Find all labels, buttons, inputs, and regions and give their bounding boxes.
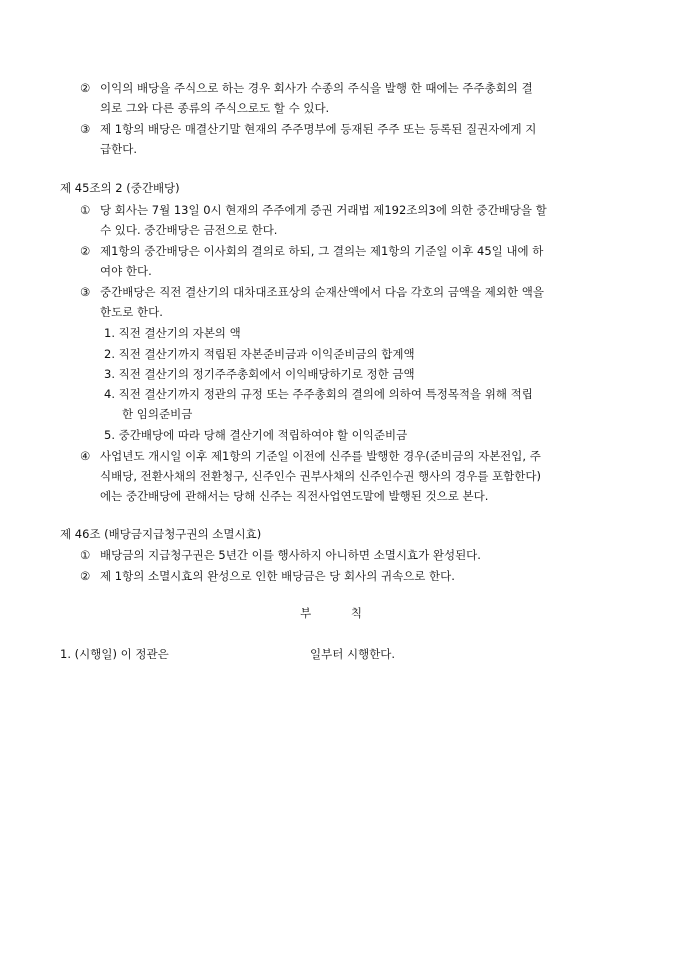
paragraph-line: 중간배당은 직전 결산기의 대차대조표상의 순재산액에서 다음 각호의 금액을 제외한 액을 (100, 285, 544, 299)
paragraph-line: 당 회사는 7월 13일 0시 현재의 주주에게 증권 거래법 제192조의3에 의한 중간배당을 할 (100, 203, 547, 217)
addenda-item-prefix: 1. (시행일) 이 정관은 (60, 647, 169, 661)
list-item: 5. 중간배당에 따라 당해 결산기에 적립하여야 할 이익준비금 (104, 428, 408, 442)
paragraph-line: 에는 중간배당에 관해서는 당해 신주는 직전사업연도말에 발행된 것으로 본다. (100, 489, 489, 503)
paragraph-line: 급한다. (100, 142, 137, 156)
paragraph-line: 수 있다. 중간배당은 금전으로 한다. (100, 223, 278, 237)
paragraph-line: 식배당, 전환사채의 전환청구, 신주인수 권부사채의 신주인수권 행사의 경우를 포함한다) (100, 469, 541, 483)
list-item: 4. 직전 결산기까지 정관의 규정 또는 주주총회의 결의에 의하여 특정목적을 위해 적립 (104, 387, 533, 401)
paragraph-marker: ② (80, 244, 91, 258)
paragraph-line: 여야 한다. (100, 264, 152, 278)
paragraph-line: 제1항의 중간배당은 이사회의 결의로 하되, 그 결의는 제1항의 기준일 이후 45일 내에 하 (100, 244, 544, 258)
paragraph-marker: ① (80, 203, 91, 217)
paragraph-marker: ③ (80, 285, 91, 299)
list-item: 1. 직전 결산기의 자본의 액 (104, 326, 241, 340)
paragraph-line: 이익의 배당을 주식으로 하는 경우 회사가 수종의 주식을 발행 한 때에는 주주총회의 결 (100, 81, 533, 95)
paragraph-marker: ③ (80, 122, 91, 136)
paragraph-marker: ② (80, 81, 91, 95)
paragraph-marker: ④ (80, 449, 91, 463)
paragraph-line: 배당금의 지급청구권은 5년간 이를 행사하지 아니하면 소멸시효가 완성된다. (100, 548, 481, 562)
paragraph-marker: ① (80, 548, 91, 562)
list-item: 2. 직전 결산기까지 적립된 자본준비금과 이익준비금의 합계액 (104, 347, 415, 361)
addenda-title: 부 칙 (300, 606, 380, 620)
article-heading: 제 46조 (배당금지급청구권의 소멸시효) (60, 527, 262, 541)
paragraph-line: 사업년도 개시일 이후 제1항의 기준일 이전에 신주를 발행한 경우(준비금의 자본전입, 주 (100, 449, 541, 463)
list-item-continuation: 한 임의준비금 (122, 407, 193, 421)
paragraph-line: 의로 그와 다른 종류의 주식으로도 할 수 있다. (100, 101, 330, 115)
addenda-item-suffix: 일부터 시행한다. (310, 647, 396, 661)
paragraph-line: 제 1항의 배당은 매결산기말 현재의 주주명부에 등재된 주주 또는 등록된 질권자에게 지 (100, 122, 537, 136)
list-item: 3. 직전 결산기의 정기주주총회에서 이익배당하기로 정한 금액 (104, 367, 415, 381)
article-heading: 제 45조의 2 (중간배당) (60, 181, 180, 195)
paragraph-marker: ② (80, 569, 91, 583)
paragraph-line: 한도로 한다. (100, 305, 163, 319)
paragraph-line: 제 1항의 소멸시효의 완성으로 인한 배당금은 당 회사의 귀속으로 한다. (100, 569, 455, 583)
